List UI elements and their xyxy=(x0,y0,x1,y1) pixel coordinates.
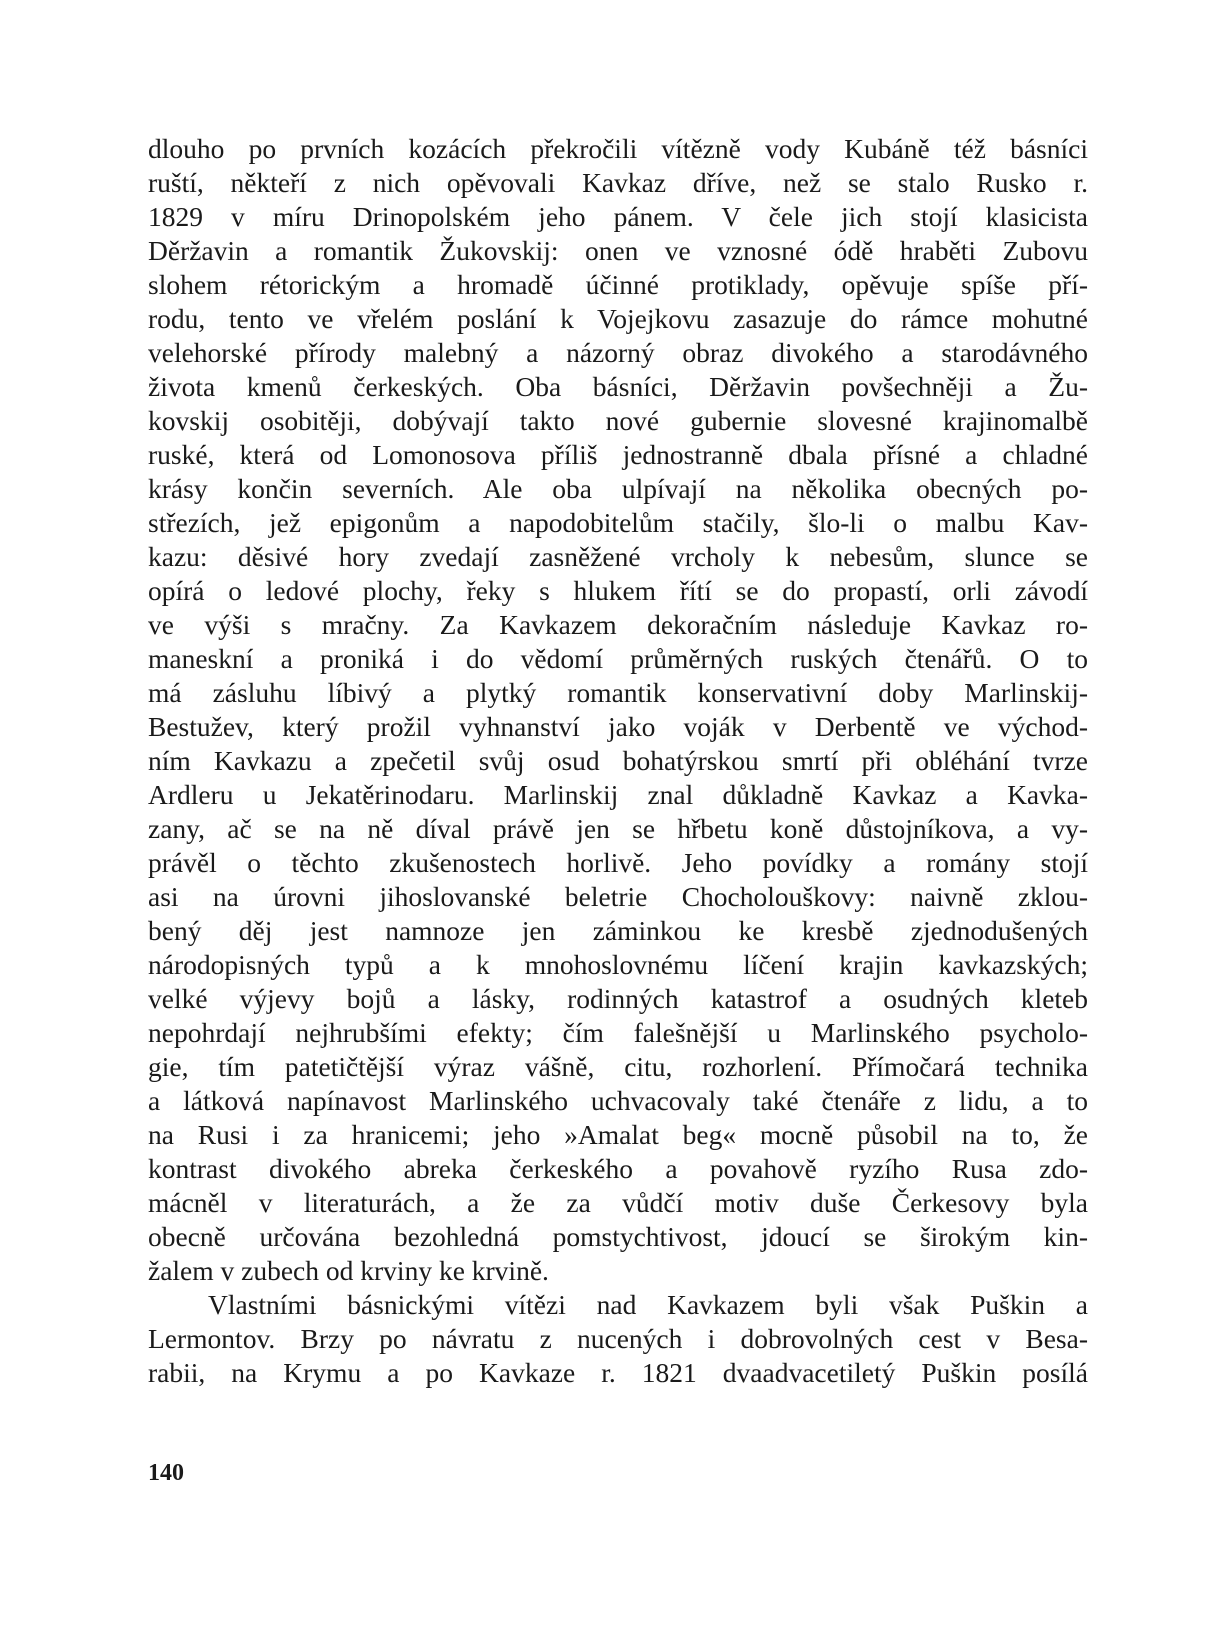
text-line: opírá o ledové plochy, řeky s hlukem řítí se do propastí, orli závodí xyxy=(148,575,1088,606)
text-line: obecně určována bezohledná pomstychtivost, jdoucí se širokým kin- xyxy=(148,1221,1088,1252)
body-text xyxy=(148,132,1088,1390)
text-line: kazu: děsivé hory zvedají zasněžené vrcholy k nebesům, slunce se xyxy=(148,541,1088,572)
text-line: střezích, jež epigonům a napodobitelům stačily, šlo-li o malbu Kav- xyxy=(148,507,1088,538)
text-line: kovskij osobitěji, dobývají takto nové gubernie slovesné krajinomalbě xyxy=(148,405,1088,436)
text-line: na Rusi i za hranicemi; jeho »Amalat beg« mocně působil na to, že xyxy=(148,1119,1088,1150)
text-line: nepohrdají nejhrubšími efekty; čím falešnější u Marlinského psycholo- xyxy=(148,1017,1088,1048)
text-line: krásy končin severních. Ale oba ulpívají na několika obecných po- xyxy=(148,473,1088,504)
text-line: gie, tím patetičtější výraz vášně, citu, rozhorlení. Přímočará technika xyxy=(148,1051,1088,1082)
text-line: Ardleru u Jekatěrinodaru. Marlinskij znal důkladně Kavkaz a Kavka- xyxy=(148,779,1088,810)
text-line: právěl o těchto zkušenostech horlivě. Jeho povídky a romány stojí xyxy=(148,847,1088,878)
text-line: Bestužev, který prožil vyhnanství jako voják v Derbentě ve východ- xyxy=(148,711,1088,742)
text-line: národopisných typů a k mnohoslovnému líčení krajin kavkazských; xyxy=(148,949,1088,980)
paragraph-1 xyxy=(148,132,1088,1288)
text-line: Děržavin a romantik Žukovskij: onen ve vznosné ódě hraběti Zubovu xyxy=(148,235,1088,266)
text-line: maneskní a proniká i do vědomí průměrných ruských čtenářů. O to xyxy=(148,643,1088,674)
text-line: dlouho po prvních kozácích překročili vítězně vody Kubáně též básníci xyxy=(148,133,1088,164)
text-line: Lermontov. Brzy po návratu z nucených i dobrovolných cest v Besa- xyxy=(148,1323,1088,1354)
text-line: 1829 v míru Drinopolském jeho pánem. V čele jich stojí klasicista xyxy=(148,201,1088,232)
text-line: velké výjevy bojů a lásky, rodinných katastrof a osudných kleteb xyxy=(148,983,1088,1014)
text-line: ruské, která od Lomonosova příliš jednostranně dbala přísné a chladné xyxy=(148,439,1088,470)
paragraph-2 xyxy=(148,1288,1088,1390)
text-line: ruští, někteří z nich opěvovali Kavkaz dříve, než se stalo Rusko r. xyxy=(148,167,1088,198)
text-line: rabii, na Krymu a po Kavkaze r. 1821 dvaadvacetiletý Puškin posílá xyxy=(148,1357,1088,1388)
text-line: Vlastními básnickými vítězi nad Kavkazem byli však Puškin a xyxy=(208,1289,1088,1320)
text-line: ve výši s mračny. Za Kavkazem dekoračním následuje Kavkaz ro- xyxy=(148,609,1088,640)
text-line: bený děj jest namnoze jen záminkou ke kresbě zjednodušených xyxy=(148,915,1088,946)
text-line: má zásluhu líbivý a plytký romantik konservativní doby Marlinskij- xyxy=(148,677,1088,708)
text-line: velehorské přírody malebný a názorný obraz divokého a starodávného xyxy=(148,337,1088,368)
text-line: asi na úrovni jihoslovanské beletrie Chocholouškovy: naivně zklou- xyxy=(148,881,1088,912)
page-number: 140 xyxy=(148,1460,184,1486)
text-line: slohem rétorickým a hromadě účinné protiklady, opěvuje spíše pří- xyxy=(148,269,1088,300)
text-line: zany, ač se na ně díval právě jen se hřbetu koně důstojníkova, a vy- xyxy=(148,813,1088,844)
text-line: mácněl v literaturách, a že za vůdčí motiv duše Čerkesovy byla xyxy=(148,1187,1088,1218)
text-line: a látková napínavost Marlinského uchvacovaly také čtenáře z lidu, a to xyxy=(148,1085,1088,1116)
text-line: života kmenů čerkeských. Oba básníci, Děržavin povšechněji a Žu- xyxy=(148,371,1088,402)
text-line: ním Kavkazu a zpečetil svůj osud bohatýrskou smrtí při obléhání tvrze xyxy=(148,745,1088,776)
text-line: kontrast divokého abreka čerkeského a povahově ryzího Rusa zdo- xyxy=(148,1153,1088,1184)
text-line: rodu, tento ve vřelém poslání k Vojejkovu zasazuje do rámce mohutné xyxy=(148,303,1088,334)
text-line: žalem v zubech od krviny ke krvině. xyxy=(148,1255,549,1286)
